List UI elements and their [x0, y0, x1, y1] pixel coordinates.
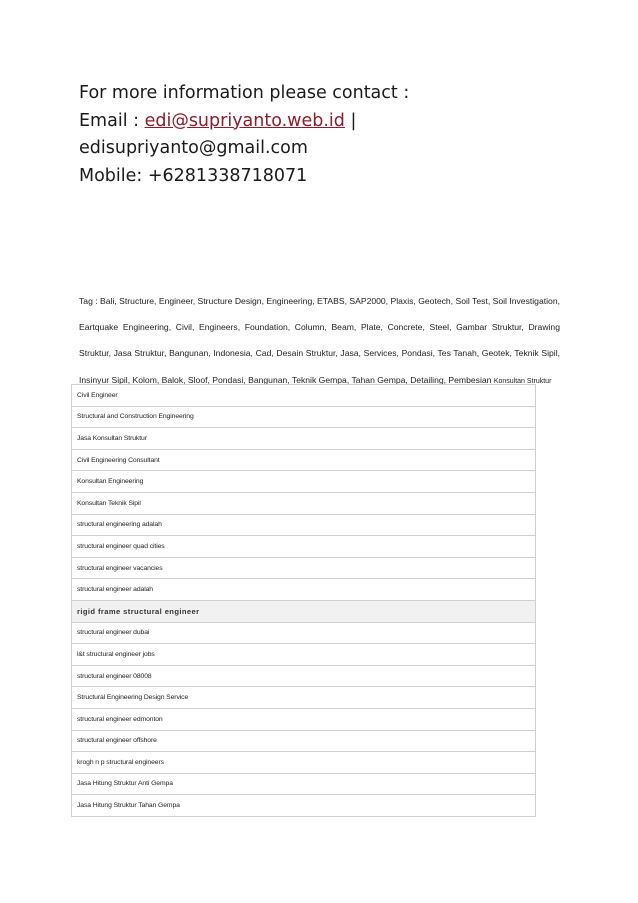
keyword-cell: Civil Engineering Consultant — [72, 449, 536, 471]
mobile-number: Mobile: +6281338718071 — [79, 165, 308, 186]
keyword-cell: structural engineer vacancies — [72, 557, 536, 579]
keyword-cell: structural engineer quad cities — [72, 536, 536, 558]
keyword-cell: structural engineer offshore — [72, 730, 536, 752]
keyword-cell: structural engineer 08008 — [72, 665, 536, 687]
keyword-cell: Konsultan Engineering — [72, 471, 536, 493]
keyword-cell: rigid frame structural engineer — [72, 600, 536, 622]
keyword-cell: Jasa Hitung Struktur Anti Gempa — [72, 773, 536, 795]
separator: | — [344, 110, 357, 131]
table-row — [72, 579, 536, 601]
table-row — [72, 449, 536, 471]
table-row — [72, 752, 536, 774]
keyword-cell: structural engineer edmonton — [72, 708, 536, 730]
table-row — [72, 514, 536, 536]
table-row — [72, 795, 536, 817]
keyword-cell: l&t structural engineer jobs — [72, 644, 536, 666]
keyword-cell: Jasa Konsultan Struktur — [72, 428, 536, 450]
secondary-email: edisupriyanto@gmail.com — [79, 138, 308, 158]
table-row — [72, 622, 536, 644]
contact-block — [79, 80, 409, 190]
table-row — [72, 428, 536, 450]
table-row — [72, 644, 536, 666]
keyword-cell: krogh n p structural engineers — [72, 752, 536, 774]
tags-text: Tag : Bali, Structure, Engineer, Structure Design, Engineering, ETABS, SAP2000, Plaxis, Geotech, Soil Test, Soil Investigation, Eartquake Engineering, Civil, Engineers, Foundation, Column, Beam, Plate, Concrete, Steel, Gambar Struktur, Drawing Struktur, Jasa Struktur, Bangunan, Indonesia, Cad, Desain Struktur, Jasa, Services, Pondasi, Tes Tanah, Geotek, Teknik Sipil, Insinyur Sipil, Kolom, Balok, Sloof, Pondasi, Bangunan, Teknik Gempa, Tahan Gempa, Detailing, Pembesian — [79, 296, 560, 385]
table-row — [72, 492, 536, 514]
email-label: Email : — [79, 110, 145, 131]
email-link[interactable]: edi@supriyanto.web.id — [144, 110, 345, 131]
table-row — [72, 557, 536, 579]
table-row — [72, 773, 536, 795]
table-row — [72, 687, 536, 709]
table-row — [72, 708, 536, 730]
table-row — [72, 385, 536, 407]
table-row — [72, 406, 536, 428]
tags-trailing: Konsultan Struktur — [493, 377, 552, 385]
keyword-cell: Civil Engineer — [72, 385, 536, 407]
keyword-cell: Konsultan Teknik Sipil — [72, 492, 536, 514]
keyword-cell: Structural and Construction Engineering — [72, 406, 536, 428]
tags-paragraph — [79, 288, 560, 395]
keyword-cell: structural engineer dubai — [72, 622, 536, 644]
table-row — [72, 600, 536, 622]
keyword-table — [71, 384, 536, 817]
table-row — [72, 730, 536, 752]
keyword-cell: Jasa Hitung Struktur Tahan Gempa — [72, 795, 536, 817]
contact-heading: For more information please contact : — [79, 83, 410, 103]
table-row — [72, 665, 536, 687]
keyword-cell: structural engineering adalah — [72, 514, 536, 536]
table-row — [72, 536, 536, 558]
keyword-cell: structural engineer adalah — [72, 579, 536, 601]
table-row — [72, 471, 536, 493]
keyword-cell: Structural Engineering Design Service — [72, 687, 536, 709]
email-line — [79, 108, 409, 136]
